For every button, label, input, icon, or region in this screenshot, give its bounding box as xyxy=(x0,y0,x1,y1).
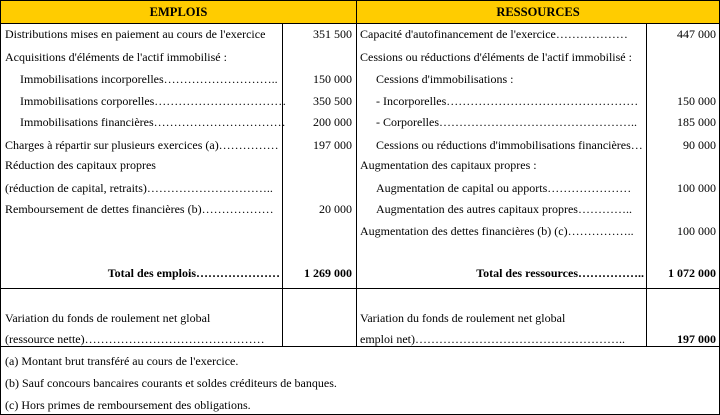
ressources-label-9: Augmentation des dettes financières (b) (c)…………….. xyxy=(360,224,634,238)
emplois-value-5: 197 000 xyxy=(313,138,352,152)
total-ressources-value: 1 072 000 xyxy=(668,266,716,280)
total-emplois-value: 1 269 000 xyxy=(304,266,352,280)
total-emplois-label: Total des emplois………………… xyxy=(107,266,280,280)
ressources-label-6: Augmentation des capitaux propres : xyxy=(360,158,537,172)
ressources-value-5: 90 000 xyxy=(683,138,716,152)
emplois-value-0: 351 500 xyxy=(313,27,352,41)
emplois-value-divider xyxy=(282,23,283,346)
emplois-label-8: Remboursement de dettes financières (b)……………… xyxy=(5,202,274,216)
emplois-label-5: Charges à répartir sur plusieurs exercices (a)…………… xyxy=(5,138,279,152)
variation-left-line2: (ressource nette)……………………………………… xyxy=(5,332,265,346)
total-ressources-label: Total des ressources…………….. xyxy=(476,266,644,280)
ressources-label-2: Cessions d'immobilisations : xyxy=(376,72,514,86)
note-b: (b) Sauf concours bancaires courants et soldes créditeurs de banques. xyxy=(5,376,337,390)
ressources-value-4: 185 000 xyxy=(677,115,716,129)
emplois-label-7: (réduction de capital, retraits)………………………….. xyxy=(5,181,273,195)
ressources-label-4: - Corporelles………………………………………….. xyxy=(376,115,637,129)
emplois-label-1: Acquisitions d'éléments de l'actif immobilisé : xyxy=(5,50,227,64)
emplois-label-6: Réduction des capitaux propres xyxy=(5,158,156,172)
ressources-label-7: Augmentation de capital ou apports………………… xyxy=(376,181,632,195)
ressources-value-0: 447 000 xyxy=(677,27,716,41)
note-c: (c) Hors primes de remboursement des obligations. xyxy=(5,398,251,412)
ressources-value-3: 150 000 xyxy=(677,94,716,108)
emplois-label-3: Immobilisations corporelles…………………………… xyxy=(20,94,287,108)
variation-right-line2: emploi net)…………………………………………….. xyxy=(360,332,625,346)
variation-right-value: 197 000 xyxy=(677,332,716,346)
variation-left-line1: Variation du fonds de roulement net global xyxy=(5,311,211,325)
center-divider xyxy=(356,1,357,346)
ressources-label-5: Cessions ou réductions d'immobilisations financières… xyxy=(376,138,643,152)
variation-right-line1: Variation du fonds de roulement net global xyxy=(360,311,566,325)
ressources-value-7: 100 000 xyxy=(677,181,716,195)
ressources-value-9: 100 000 xyxy=(677,224,716,238)
emplois-label-2: Immobilisations incorporelles……………………….. xyxy=(20,72,278,86)
note-a: (a) Montant brut transféré au cours de l'exercice. xyxy=(5,354,239,368)
total-divider xyxy=(1,288,719,289)
ressources-value-divider xyxy=(646,23,647,346)
ressources-label-0: Capacité d'autofinancement de l'exercice……………… xyxy=(360,27,628,41)
ressources-label-8: Augmentation des autres capitaux propres………….. xyxy=(376,202,632,216)
ressources-header: RESSOURCES xyxy=(357,1,719,24)
emplois-value-8: 20 000 xyxy=(319,202,352,216)
emplois-header: EMPLOIS xyxy=(1,1,356,24)
emplois-label-0: Distributions mises en paiement au cours de l'exercice xyxy=(5,27,266,41)
emplois-value-2: 150 000 xyxy=(313,72,352,86)
emplois-label-4: Immobilisations financières…………………………… xyxy=(20,115,286,129)
emplois-value-4: 200 000 xyxy=(313,115,352,129)
ressources-label-1: Cessions ou réductions d'éléments de l'actif immobilisé : xyxy=(360,50,632,64)
emplois-value-3: 350 500 xyxy=(313,94,352,108)
ressources-label-3: - Incorporelles………………………………………… xyxy=(376,94,639,108)
